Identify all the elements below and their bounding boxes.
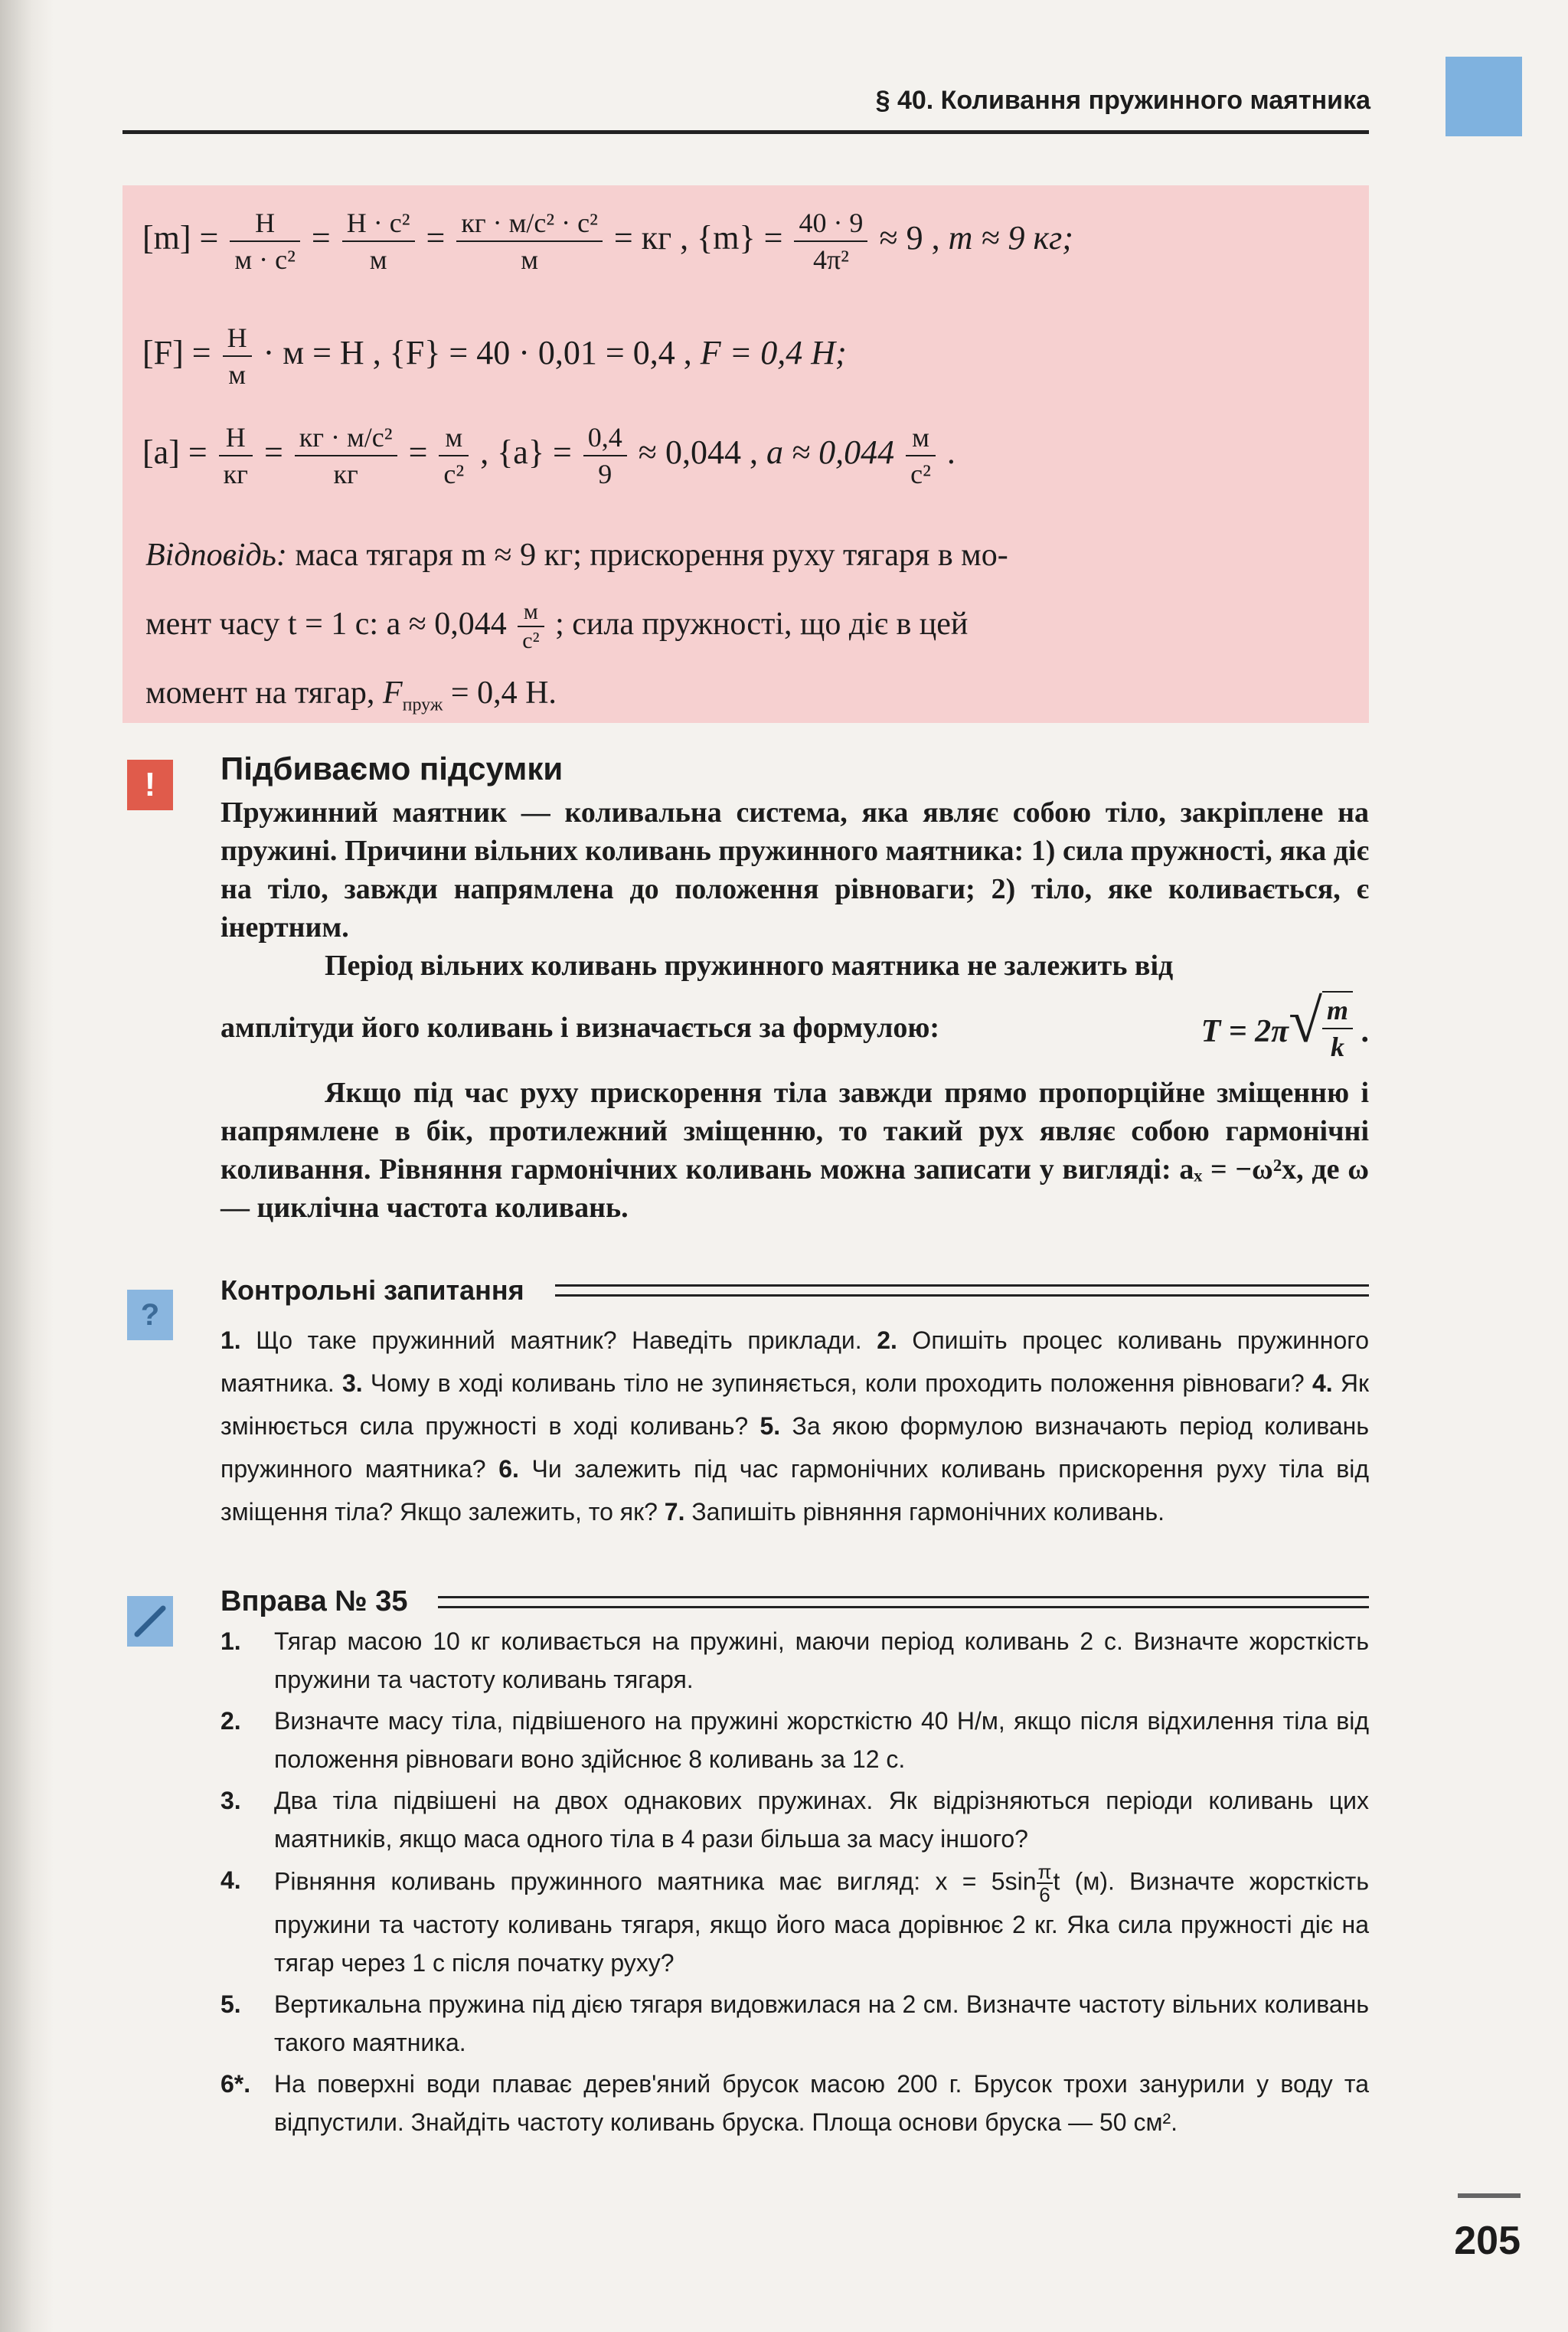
question-icon: ? <box>127 1290 173 1340</box>
heading-rule <box>555 1284 1369 1297</box>
summary-text: Пружинний маятник — коливальна система, яка являє собою тіло, закріплене на пружині. Причини вільних коливань пружинного маятника: 1) сила пружності, яка діє на тіло, завжди напрямлена до положення рівноваги; 2) тіло, яке коливається, є інертним. Період вільних коливань пружинного маятника не залежить від амплітуди його коливань і визначається за формулою: T = 2π √ $\frac{m}{k}$ . Якщо під час руху прискорення тіла завжди прямо пропорційне зміщенню і напрямлене в бік, протилежний зміщенню, то такий рух являє собою гармонічні коливання. Рівняння гармонічних коливань можна записати у вигляді: aₓ = −ω²x, де ω — циклічна частота коливань. <box>220 796 1369 1224</box>
fraction: $\frac{Н}{\text{м · с²}}$ <box>230 205 300 277</box>
exercise-heading <box>220 1585 1369 1618</box>
fraction: $\frac{м}{\text{с²}}$ <box>906 420 936 492</box>
list-item: 3. Два тіла підвішені на двох однакових пружинах. Як відрізняються періоди коливань цих маятників, якщо маса одного тіла в 4 рази більша за масу іншого? <box>220 1787 1369 1853</box>
page-gutter-shadow <box>0 0 54 2332</box>
heading-rule <box>438 1596 1369 1608</box>
fraction: $\frac{м}{\text{с²}}$ <box>439 420 469 492</box>
questions-list: 1. Що таке пружинний маятник? Наведіть приклади. 2. Опишіть процес коливань пружинного маятника. 3. Чому в ході коливань тіло не зупиняється, коли проходить положення рівноваги? 4. Як змінюється сила пружності в ході коливань? 5. За якою формулою визначають період коливань пружинного маятника? 6. Чи залежить під час гармонічних коливань прискорення руху тіла від зміщення тіла? Якщо залежить, то як? 7. Запишіть рівняння гармонічних коливань. <box>220 1326 1370 1526</box>
eq-lhs: [m] <box>142 219 191 257</box>
exclamation-icon: ! <box>127 760 173 810</box>
fraction: $\frac{\pi}{6}$ <box>1037 1860 1052 1906</box>
questions-heading <box>220 1274 1369 1307</box>
summary-title: Підбиваємо підсумки <box>220 751 564 787</box>
fraction: $\frac{\text{кг · м/с² · с²}}{м}$ <box>456 205 603 277</box>
answer-text: Відповідь: маса тягаря m ≈ 9 кг; прискорення руху тягаря в мо- мент часу t = 1 с: a ≈ 0,044 $\frac{м}{\text{с²}}$ ; сила пружності, що діє в цей момент на тягар, $F_{пруж} = 0,4$ Н. <box>145 538 1008 715</box>
list-item: 1. Тягар масою 10 кг коливається на пружині, маючи період коливань 2 с. Визначте жорсткість пружини та частоту коливань тягаря. <box>220 1627 1369 1693</box>
list-item: 6*. На поверхні води плаває дерев'яний брусок масою 200 г. Брусок трохи занурили у воду та відпустили. Знайдіть частоту коливань бруска. Площа основи бруска — 50 см². <box>220 2070 1369 2136</box>
equation-acceleration: [a] = $\frac{Н}{кг}$ = $\frac{\text{кг · м/с²}}{кг}$ = $\frac{м}{\text{с²}}$ , {a} = $\frac{0,4}{9}$ ≈ 0,044 , a ≈ 0,044 $\frac{м}{\text{с²}}$ . <box>142 420 956 492</box>
equation-force: [F] = $\frac{Н}{м}$ · м = Н , {F} = 40 · 0,01 = 0,4 , F = 0,4 Н; <box>142 320 847 392</box>
fraction: $\frac{0,4}{9}$ <box>583 420 627 492</box>
footer-mark <box>1458 2193 1521 2198</box>
list-item: 5. Вертикальна пружина під дією тягаря видовжилася на 2 см. Визначте частоту вільних коливань такого маятника. <box>220 1990 1369 2056</box>
sqrt-sign: √ <box>1289 988 1322 1055</box>
running-header: § 40. Коливання пружинного маятника <box>875 86 1370 115</box>
list-item: 2. Визначте масу тіла, підвішеного на пружині жорсткістю 40 Н/м, якщо після відхилення тіла від положення рівноваги воно здійснює 8 коливань за 12 с. <box>220 1707 1369 1773</box>
questions-title: Контрольні запитання <box>220 1274 524 1306</box>
fraction: $\frac{Н}{м}$ <box>223 320 252 392</box>
equation-mass: [m] = $\frac{Н}{\text{м · с²}}$ = $\frac{\text{Н · с²}}{м}$ = $\frac{\text{кг · м/с² · с²}}{м}$ = кг , {m} = $\frac{40 \cdot 9}{\text{4π²}}$ ≈ 9 , m ≈ 9 кг; <box>142 205 1073 277</box>
header-rule <box>122 130 1369 134</box>
fraction: $\frac{Н}{кг}$ <box>219 420 253 492</box>
exercise-title: Вправа № 35 <box>220 1585 408 1617</box>
period-formula: T = 2π √ $\frac{m}{k}$ . <box>1201 991 1369 1065</box>
page-number: 205 <box>1454 2219 1521 2263</box>
pencil-icon <box>127 1596 173 1647</box>
fraction: $\frac{\text{кг · м/с²}}{кг}$ <box>295 420 397 492</box>
fraction: $\frac{40 \cdot 9}{\text{4π²}}$ <box>794 205 867 277</box>
fraction: $\frac{м}{\text{с²}}$ <box>518 598 544 655</box>
chapter-color-tab <box>1446 57 1522 136</box>
fraction: $\frac{\text{Н · с²}}{м}$ <box>342 205 415 277</box>
list-item: 4. Рівняння коливань пружинного маятника має вигляд: x = 5sin $\frac{\pi}{6}$ t (м). Визначте жорсткість пружини та частоту коливань тягаря, якщо його маса дорівнює 2 кг. Яка сила пружності діє на тягар через 1 с після початку руху? <box>220 1860 1370 1977</box>
exercise-list <box>220 1622 1369 2144</box>
